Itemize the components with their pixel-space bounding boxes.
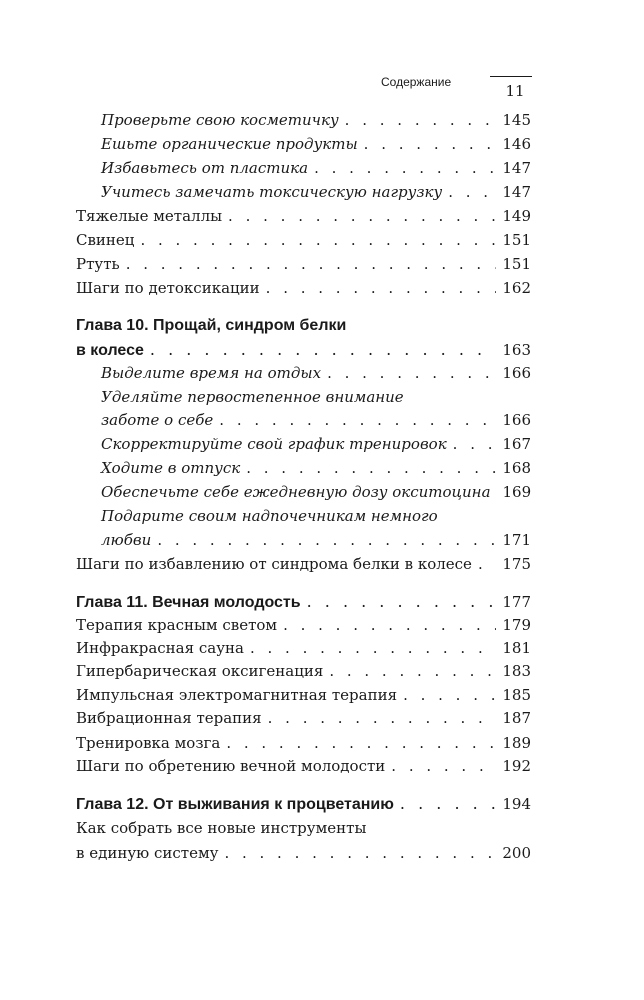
toc-entry <box>76 554 531 574</box>
toc-entry-line <box>101 506 531 526</box>
chapter-entry <box>76 794 531 814</box>
dot-leader <box>448 182 496 202</box>
dot-leader <box>453 434 497 454</box>
toc-entry <box>101 434 531 454</box>
toc-entry <box>101 458 531 478</box>
chapter-entry <box>76 592 531 612</box>
toc-entry-label: заботе о себе <box>101 411 214 429</box>
toc-entry-label: Подарите своим надпочечникам немного <box>101 507 438 525</box>
dot-leader <box>327 363 496 383</box>
toc-entry-page: 166 <box>502 411 531 429</box>
toc-entry-label: Гипербарическая оксигенация <box>76 662 324 680</box>
dot-leader <box>150 340 496 360</box>
dot-leader <box>224 843 496 863</box>
toc-entry-label: Тяжелые металлы <box>76 207 223 225</box>
dot-leader <box>246 458 496 478</box>
toc-entry-label: Шаги по детоксикации <box>76 279 260 297</box>
dot-leader <box>403 685 496 705</box>
toc-entry <box>76 685 531 705</box>
dot-leader <box>126 254 497 274</box>
toc-entry-label: Тренировка мозга <box>76 734 221 752</box>
dot-leader <box>268 708 497 728</box>
toc-entry-label: Учитесь замечать токсическую нагрузку <box>101 183 443 201</box>
toc-entry-page: 181 <box>502 639 531 657</box>
toc-entry-page: 147 <box>502 183 531 201</box>
toc-entry-label: Скорректируйте свой график тренировок <box>101 435 447 453</box>
dot-leader <box>307 592 497 612</box>
toc-entry-page: 149 <box>502 207 531 225</box>
chapter-title: Глава 10. Прощай, синдром белки <box>76 317 347 334</box>
toc-entry-page: 192 <box>502 757 531 775</box>
dot-leader <box>283 615 496 635</box>
toc-entry-page: 179 <box>502 616 531 634</box>
toc-entry <box>76 206 531 226</box>
toc-entry-page: 168 <box>502 459 531 477</box>
dot-leader <box>157 530 496 550</box>
toc-entry-page: 167 <box>502 435 531 453</box>
dot-leader <box>266 278 497 298</box>
dot-leader <box>364 134 497 154</box>
toc-entry <box>101 158 531 178</box>
dot-leader <box>478 554 496 574</box>
dot-leader <box>391 756 496 776</box>
toc-entry <box>101 182 531 202</box>
toc-entry <box>101 410 531 430</box>
toc-entry-label: Ртуть <box>76 255 120 273</box>
toc-entry-label: Импульсная электромагнитная терапия <box>76 686 398 704</box>
toc-entry-label: Шаги по обретению вечной молодости <box>76 757 386 775</box>
toc-entry-page: 151 <box>502 231 531 249</box>
toc-entry-page: 189 <box>502 734 531 752</box>
toc-entry-label: Терапия красным светом <box>76 616 278 634</box>
toc-entry-page: 163 <box>502 341 531 359</box>
toc-entry <box>101 134 531 154</box>
dot-leader <box>314 158 496 178</box>
toc-entry <box>76 638 531 658</box>
toc-entry <box>101 482 531 502</box>
dot-leader <box>226 733 496 753</box>
toc-entry <box>76 661 531 681</box>
toc-entry <box>76 708 531 728</box>
toc-entry <box>76 254 531 274</box>
toc-entry-label: Ходите в отпуск <box>101 459 241 477</box>
page-number: 11 <box>505 82 525 100</box>
toc-entry-page: 169 <box>502 483 532 501</box>
toc-entry <box>76 230 531 250</box>
toc-entry-label: Избавьтесь от пластика <box>101 159 309 177</box>
toc-entry-page: 162 <box>502 279 531 297</box>
toc-entry-page: 151 <box>502 255 531 273</box>
toc-entry-label: Уделяйте первостепенное внимание <box>101 388 404 406</box>
toc-entry-page: 194 <box>502 795 531 813</box>
toc-entry-label: Свинец <box>76 231 135 249</box>
toc-entry-line <box>101 387 531 407</box>
chapter-title: Глава 12. От выживания к процветанию <box>76 796 394 813</box>
toc-entry-page: 166 <box>502 364 531 382</box>
toc-entry-label: Ешьте органические продукты <box>101 135 358 153</box>
chapter-title: Глава 11. Вечная молодость <box>76 594 301 611</box>
toc-entry-page: 175 <box>502 555 531 573</box>
toc-entry <box>76 615 531 635</box>
toc-entry-page: 187 <box>502 709 531 727</box>
dot-leader <box>329 661 496 681</box>
toc-entry-page: 177 <box>502 593 531 611</box>
dot-leader <box>219 410 496 430</box>
dot-leader <box>140 230 496 250</box>
toc-entry-page: 171 <box>502 531 531 549</box>
toc-entry <box>76 733 531 753</box>
toc-entry-label: Вибрационная терапия <box>76 709 262 727</box>
toc-entry <box>76 756 531 776</box>
toc-entry-page: 183 <box>502 662 531 680</box>
toc-entry-line <box>76 818 531 838</box>
toc-entry-label: в единую систему <box>76 844 219 862</box>
chapter-entry <box>76 340 531 360</box>
toc-entry-page: 147 <box>502 159 531 177</box>
toc-entry-page: 200 <box>502 844 531 862</box>
toc-entry-label: Шаги по избавлению от синдрома белки в колесе <box>76 555 472 573</box>
toc-entry-page: 185 <box>502 686 531 704</box>
toc-entry-label: Инфракрасная сауна <box>76 639 244 657</box>
dot-leader <box>228 206 496 226</box>
toc-entry <box>76 278 531 298</box>
running-header-title: Содержание <box>381 75 452 89</box>
toc-entry-label: любви <box>101 531 152 549</box>
toc-entry <box>101 363 531 383</box>
toc-entry-label: Обеспечьте себе ежедневную дозу окситоцина <box>101 483 491 501</box>
toc-entry-label: Выделите время на отдых <box>101 364 322 382</box>
toc-entry-page: 145 <box>502 111 531 129</box>
toc-entry-page: 146 <box>502 135 531 153</box>
dot-leader <box>400 794 496 814</box>
dot-leader <box>250 638 496 658</box>
toc-entry <box>101 110 531 130</box>
dot-leader <box>345 110 497 130</box>
toc-entry <box>76 843 531 863</box>
toc-entry <box>101 530 531 550</box>
chapter-heading-line <box>76 316 531 336</box>
toc-entry-label: Проверьте свою косметичку <box>101 111 339 129</box>
toc-entry-label: Как собрать все новые инструменты <box>76 819 367 837</box>
chapter-title: в колесе <box>76 342 144 359</box>
